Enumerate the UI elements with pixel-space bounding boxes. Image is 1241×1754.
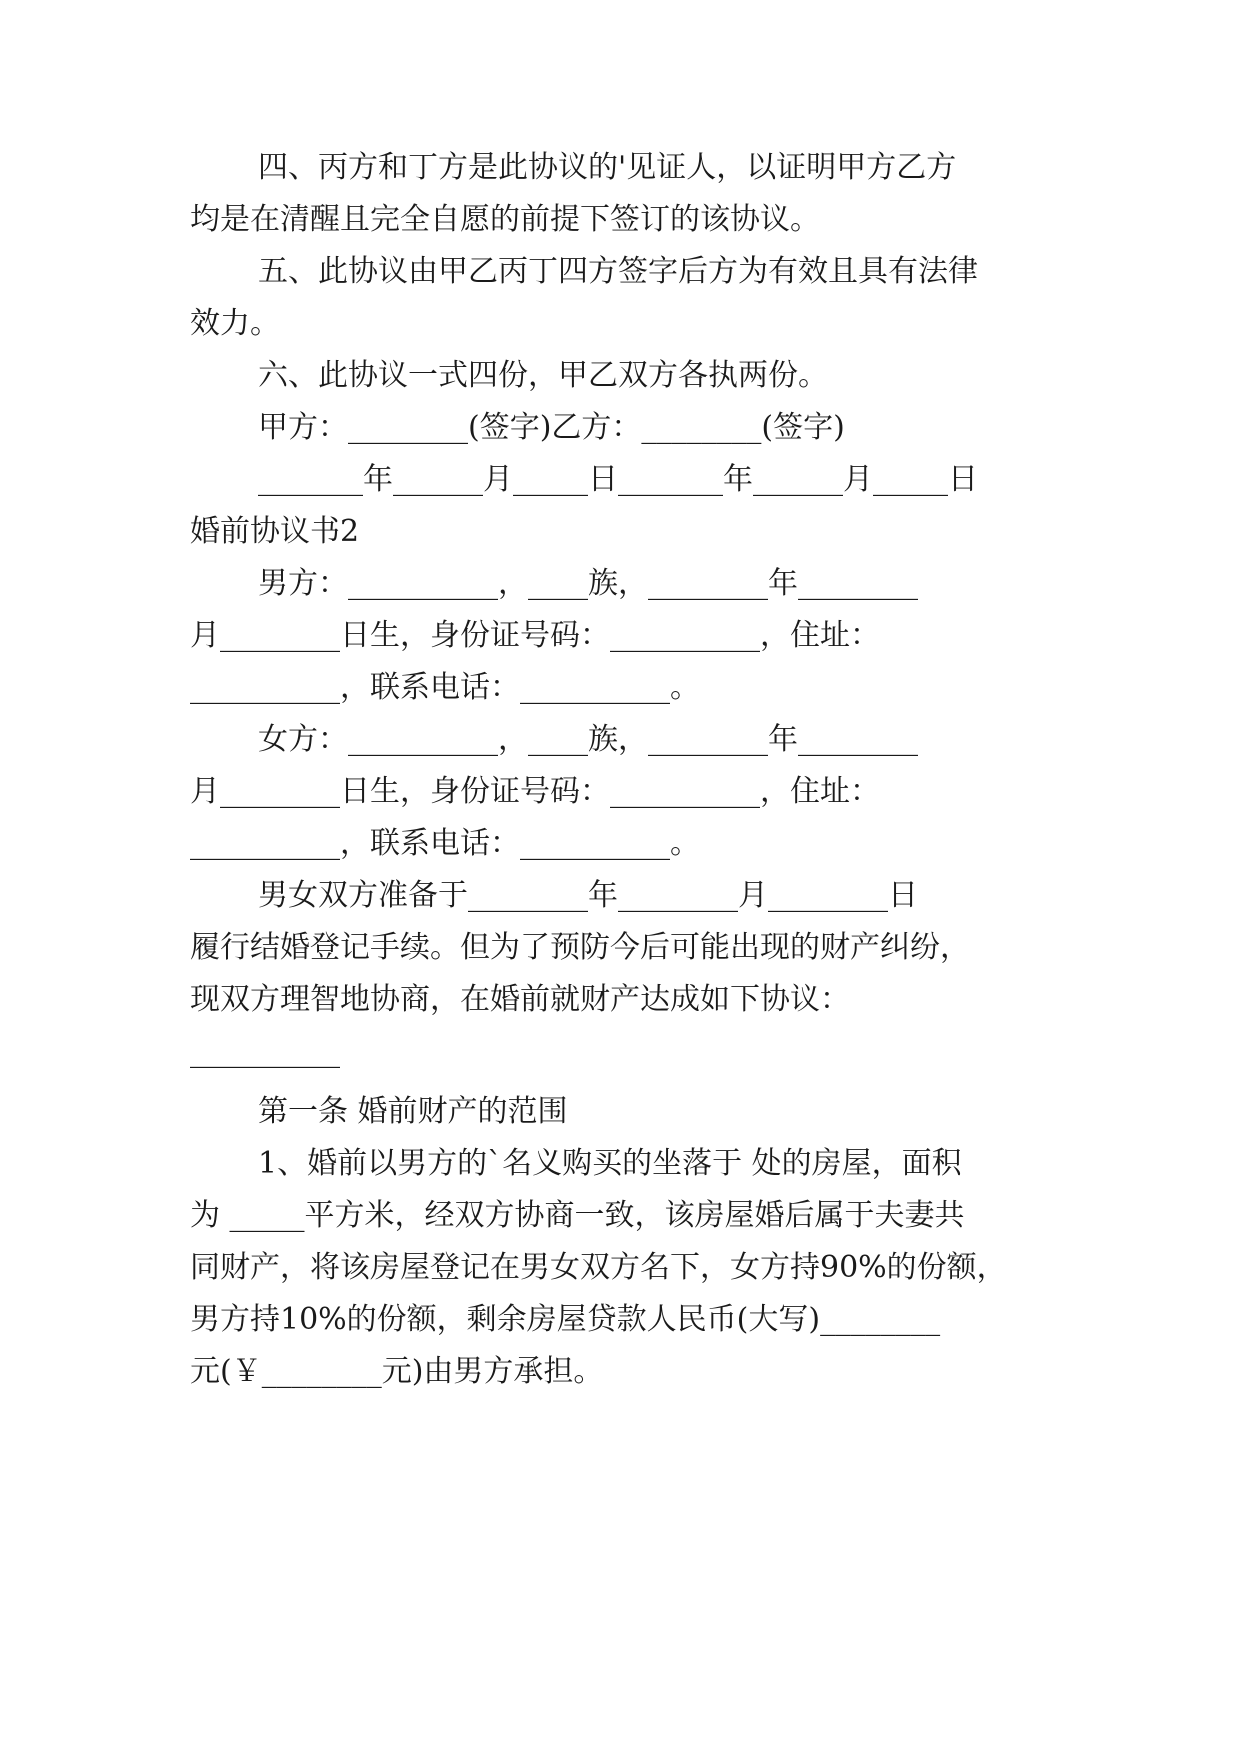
paragraph-line: 六、此协议一式四份，甲乙双方各执两份。: [258, 358, 828, 393]
paragraph-line: 男方持10%的份额，剩余房屋贷款人民币(大写)________: [190, 1302, 941, 1337]
paragraph-line: 效力。: [190, 306, 280, 341]
male-party-line: 男方：__________，____族，________年________: [258, 566, 918, 601]
male-party-line: __________，联系电话：__________。: [190, 670, 700, 705]
paragraph-line: 为 _____平方米，经双方协商一致，该房屋婚后属于夫妻共: [190, 1198, 965, 1233]
signature-line: 甲方：________(签字)乙方：________(签字): [258, 410, 845, 445]
article-heading: 第一条 婚前财产的范围: [258, 1094, 568, 1129]
paragraph-line: 男女双方准备于________年________月________日: [258, 878, 918, 913]
paragraph-line: 五、此协议由甲乙丙丁四方签字后方为有效且具有法律: [258, 254, 978, 289]
female-party-line: 女方：__________，____族，________年________: [258, 722, 918, 757]
paragraph-line: 元(￥________元)由男方承担。: [190, 1354, 604, 1389]
date-line: _______年______月_____日_______年______月_____日: [258, 462, 978, 497]
paragraph-line: 现双方理智地协商，在婚前就财产达成如下协议：: [190, 982, 850, 1017]
paragraph-line: 1、婚前以男方的`名义购买的坐落于 处的房屋，面积: [258, 1146, 962, 1181]
section-title: 婚前协议书2: [190, 514, 360, 549]
paragraph-line: 同财产，将该房屋登记在男女双方名下，女方持90%的份额，: [190, 1250, 1007, 1285]
paragraph-line: 履行结婚登记手续。但为了预防今后可能出现的财产纠纷，: [190, 930, 970, 965]
female-party-line: __________，联系电话：__________。: [190, 826, 700, 861]
female-party-line: 月________日生，身份证号码：__________，住址：: [190, 774, 880, 809]
paragraph-line: 四、丙方和丁方是此协议的'见证人，以证明甲方乙方: [258, 150, 957, 185]
male-party-line: 月________日生，身份证号码：__________，住址：: [190, 618, 880, 653]
blank-line: __________: [190, 1034, 340, 1069]
paragraph-line: 均是在清醒且完全自愿的前提下签订的该协议。: [190, 202, 820, 237]
